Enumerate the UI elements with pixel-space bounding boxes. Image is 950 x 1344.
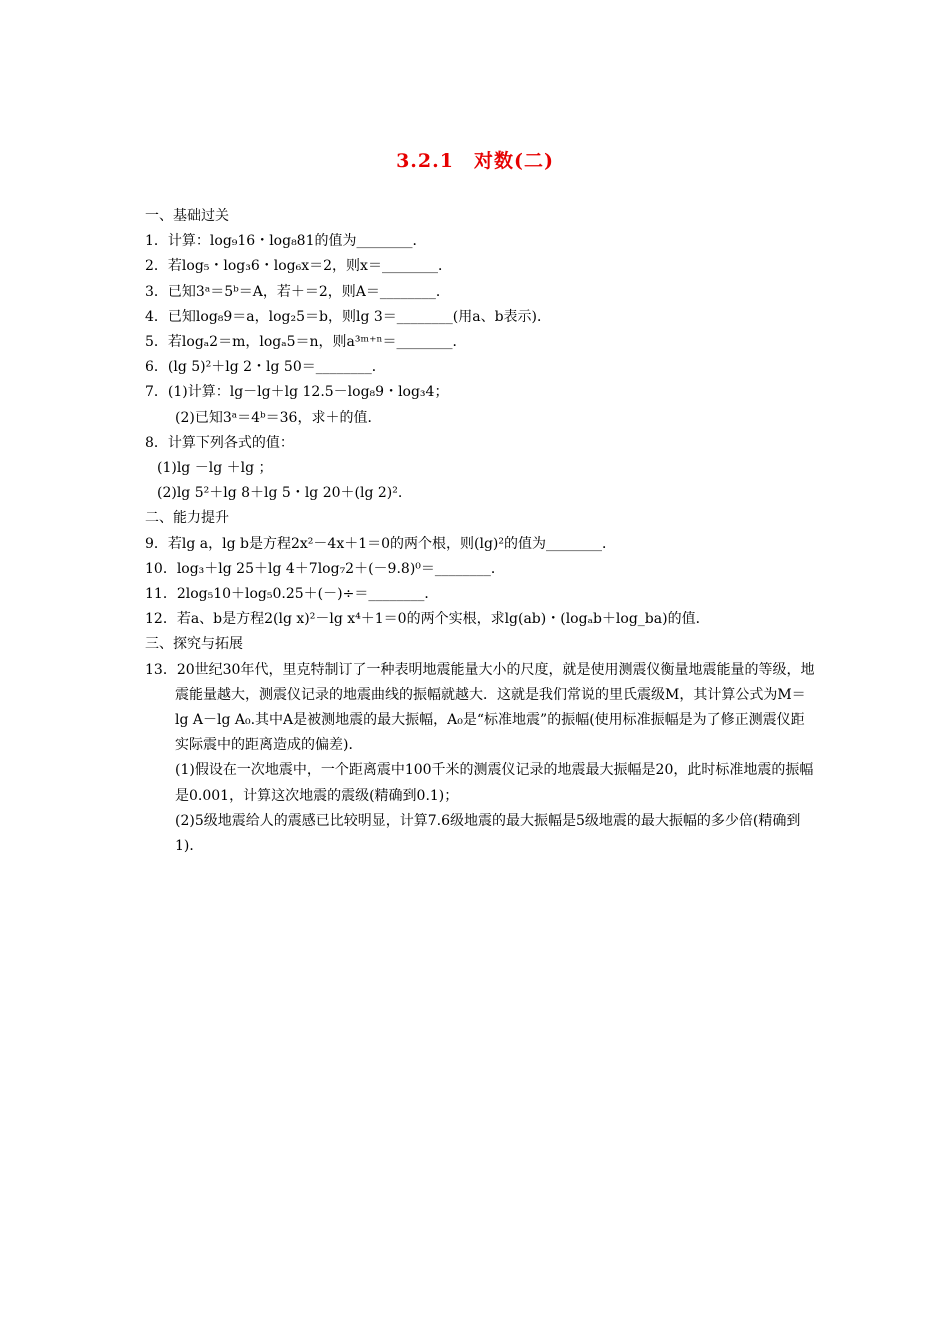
question-9: 9．若lg a，lg b是方程2x²－4x＋1＝0的两个根，则(lg)²的值为________． [145,535,617,552]
question-7-part-2: (2)已知3ᵃ＝4ᵇ＝36，求＋的值． [175,409,382,426]
question-7-part-1: 7．(1)计算：lg－lg＋lg 12.5－log₈9・log₃4； [145,384,449,401]
question-1: 1．计算：log₉16・log₈81的值为________． [145,233,427,250]
question-3: 3．已知3ᵃ＝5ᵇ＝A，若＋＝2，则A＝________． [145,283,450,300]
question-8-part-1: (1)lg －lg ＋lg ； [157,460,273,477]
section-heading-extension: 三、探究与拓展 [145,636,243,653]
question-5: 5．若logₐ2＝m，logₐ5＝n，则a³ᵐ⁺ⁿ＝________． [145,334,467,351]
question-12: 12．若a、b是方程2(lg x)²－lg x⁴＋1＝0的两个实根，求lg(ab)・(logₐb＋log_ba)的值． [145,611,710,628]
question-6: 6．(lg 5)²＋lg 2・lg 50＝________． [145,359,386,376]
exercise-list [145,204,815,859]
question-10: 10．log₃＋lg 25＋lg 4＋7log₇2＋(－9.8)⁰＝________． [145,560,505,577]
page-title: 3.2.1 对数(二) [396,150,554,172]
question-4: 4．已知log₈9＝a，log₂5＝b，则lg 3＝________(用a、b表示)． [145,308,552,325]
question-13-part-1: (1)假设在一次地震中，一个距离震中100千米的测震仪记录的地震最大振幅是20，此时标准地震的振幅是0.001，计算这次地震的震级(精确到0.1)； [175,762,814,804]
question-8-part-2: (2)lg 5²＋lg 8＋lg 5・lg 20＋(lg 2)². [157,485,403,502]
question-2: 2．若log₅・log₃6・log₆x＝2，则x＝________． [145,258,452,275]
question-13: 13．20世纪30年代，里克特制订了一种表明地震能量大小的尺度，就是使用测震仪衡量地震能量的等级，地震能量越大，测震仪记录的地震曲线的振幅就越大．这就是我们常说的里氏震级M，其计算公式为M＝lg A－lg A₀.其中A是被测地震的最大振幅，A₀是“标准地震”的振幅(使用标准振幅是为了修正测震仪距实际震中的距离造成的偏差)． [145,661,815,754]
question-8: 8．计算下列各式的值： [145,434,294,451]
question-11: 11．2log₅10＋log₅0.25＋(－)÷＝________． [145,586,439,603]
section-heading-basic: 一、基础过关 [145,208,229,224]
section-heading-advanced: 二、能力提升 [145,510,229,527]
question-13-part-2: (2)5级地震给人的震感已比较明显，计算7.6级地震的最大振幅是5级地震的最大振幅的多少倍(精确到1)． [175,812,801,855]
